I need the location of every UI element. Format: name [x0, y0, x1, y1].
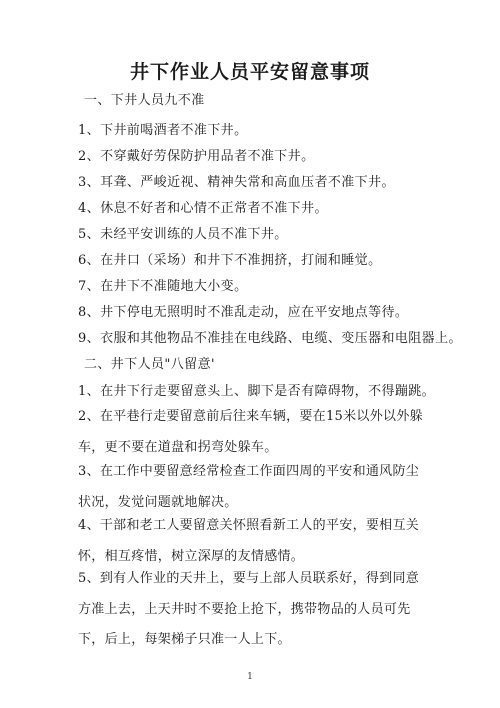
section-2-item-4: 4、干部和老工人要留意关怀照看新工人的平安，要相互关怀，相互疼惜，树立深厚的友情感情。: [78, 518, 420, 564]
section-1-item-4: 4、休息不好者和心情不正常者不准下井。: [78, 201, 328, 216]
section-1-item-7: 7、在井下不准随地大小变。: [78, 279, 248, 294]
section-2-item-1: 1、在井下行走要留意头上、脚下是否有障碍物，不得蹦跳。: [78, 384, 436, 399]
section-1-item-9: 9、衣服和其他物品不准挂在电线路、电缆、变压器和电阻器上。: [78, 331, 462, 346]
section-1-item-2: 2、不穿戴好劳保防护用品者不准下井。: [78, 149, 315, 164]
section-1-item-1: 1、下井前喝酒者不准下井。: [78, 123, 248, 138]
section-1-heading: 一、下井人员九不准: [84, 93, 205, 108]
section-1-item-5: 5、未经平安训练的人员不准下井。: [78, 227, 288, 242]
section-2-item-2: 2、在平巷行走要留意前后往来车辆，要在15米以外以外躲车，更不要在道盘和拐弯处躲车。: [78, 409, 423, 455]
document-title: 井下作业人员平安留意事项: [129, 61, 370, 83]
section-2-heading: 二、井下人员"八留意': [84, 357, 215, 372]
section-1-item-8: 8、井下停电无照明时不准乱走动，应在平安地点等待。: [78, 305, 409, 320]
section-2-item-3: 3、在工作中要留意经常检查工作面四周的平安和通风防尘状况，发觉问题就地解决。: [78, 464, 420, 510]
section-1-item-3: 3、耳聋、严峻近视、精神失常和高血压者不准下井。: [78, 175, 395, 190]
section-2-item-5: 5、到有人作业的天井上，要与上部人员联系好，得到同意方准上去，上天井时不要抢上抢下，携带物品的人员可先下，后上，每架梯子只准一人上下。: [78, 571, 420, 647]
page-number: 1: [247, 672, 253, 682]
section-1-item-6: 6、在井口（采场）和井下不准拥挤，打闹和睡觉。: [78, 253, 382, 268]
